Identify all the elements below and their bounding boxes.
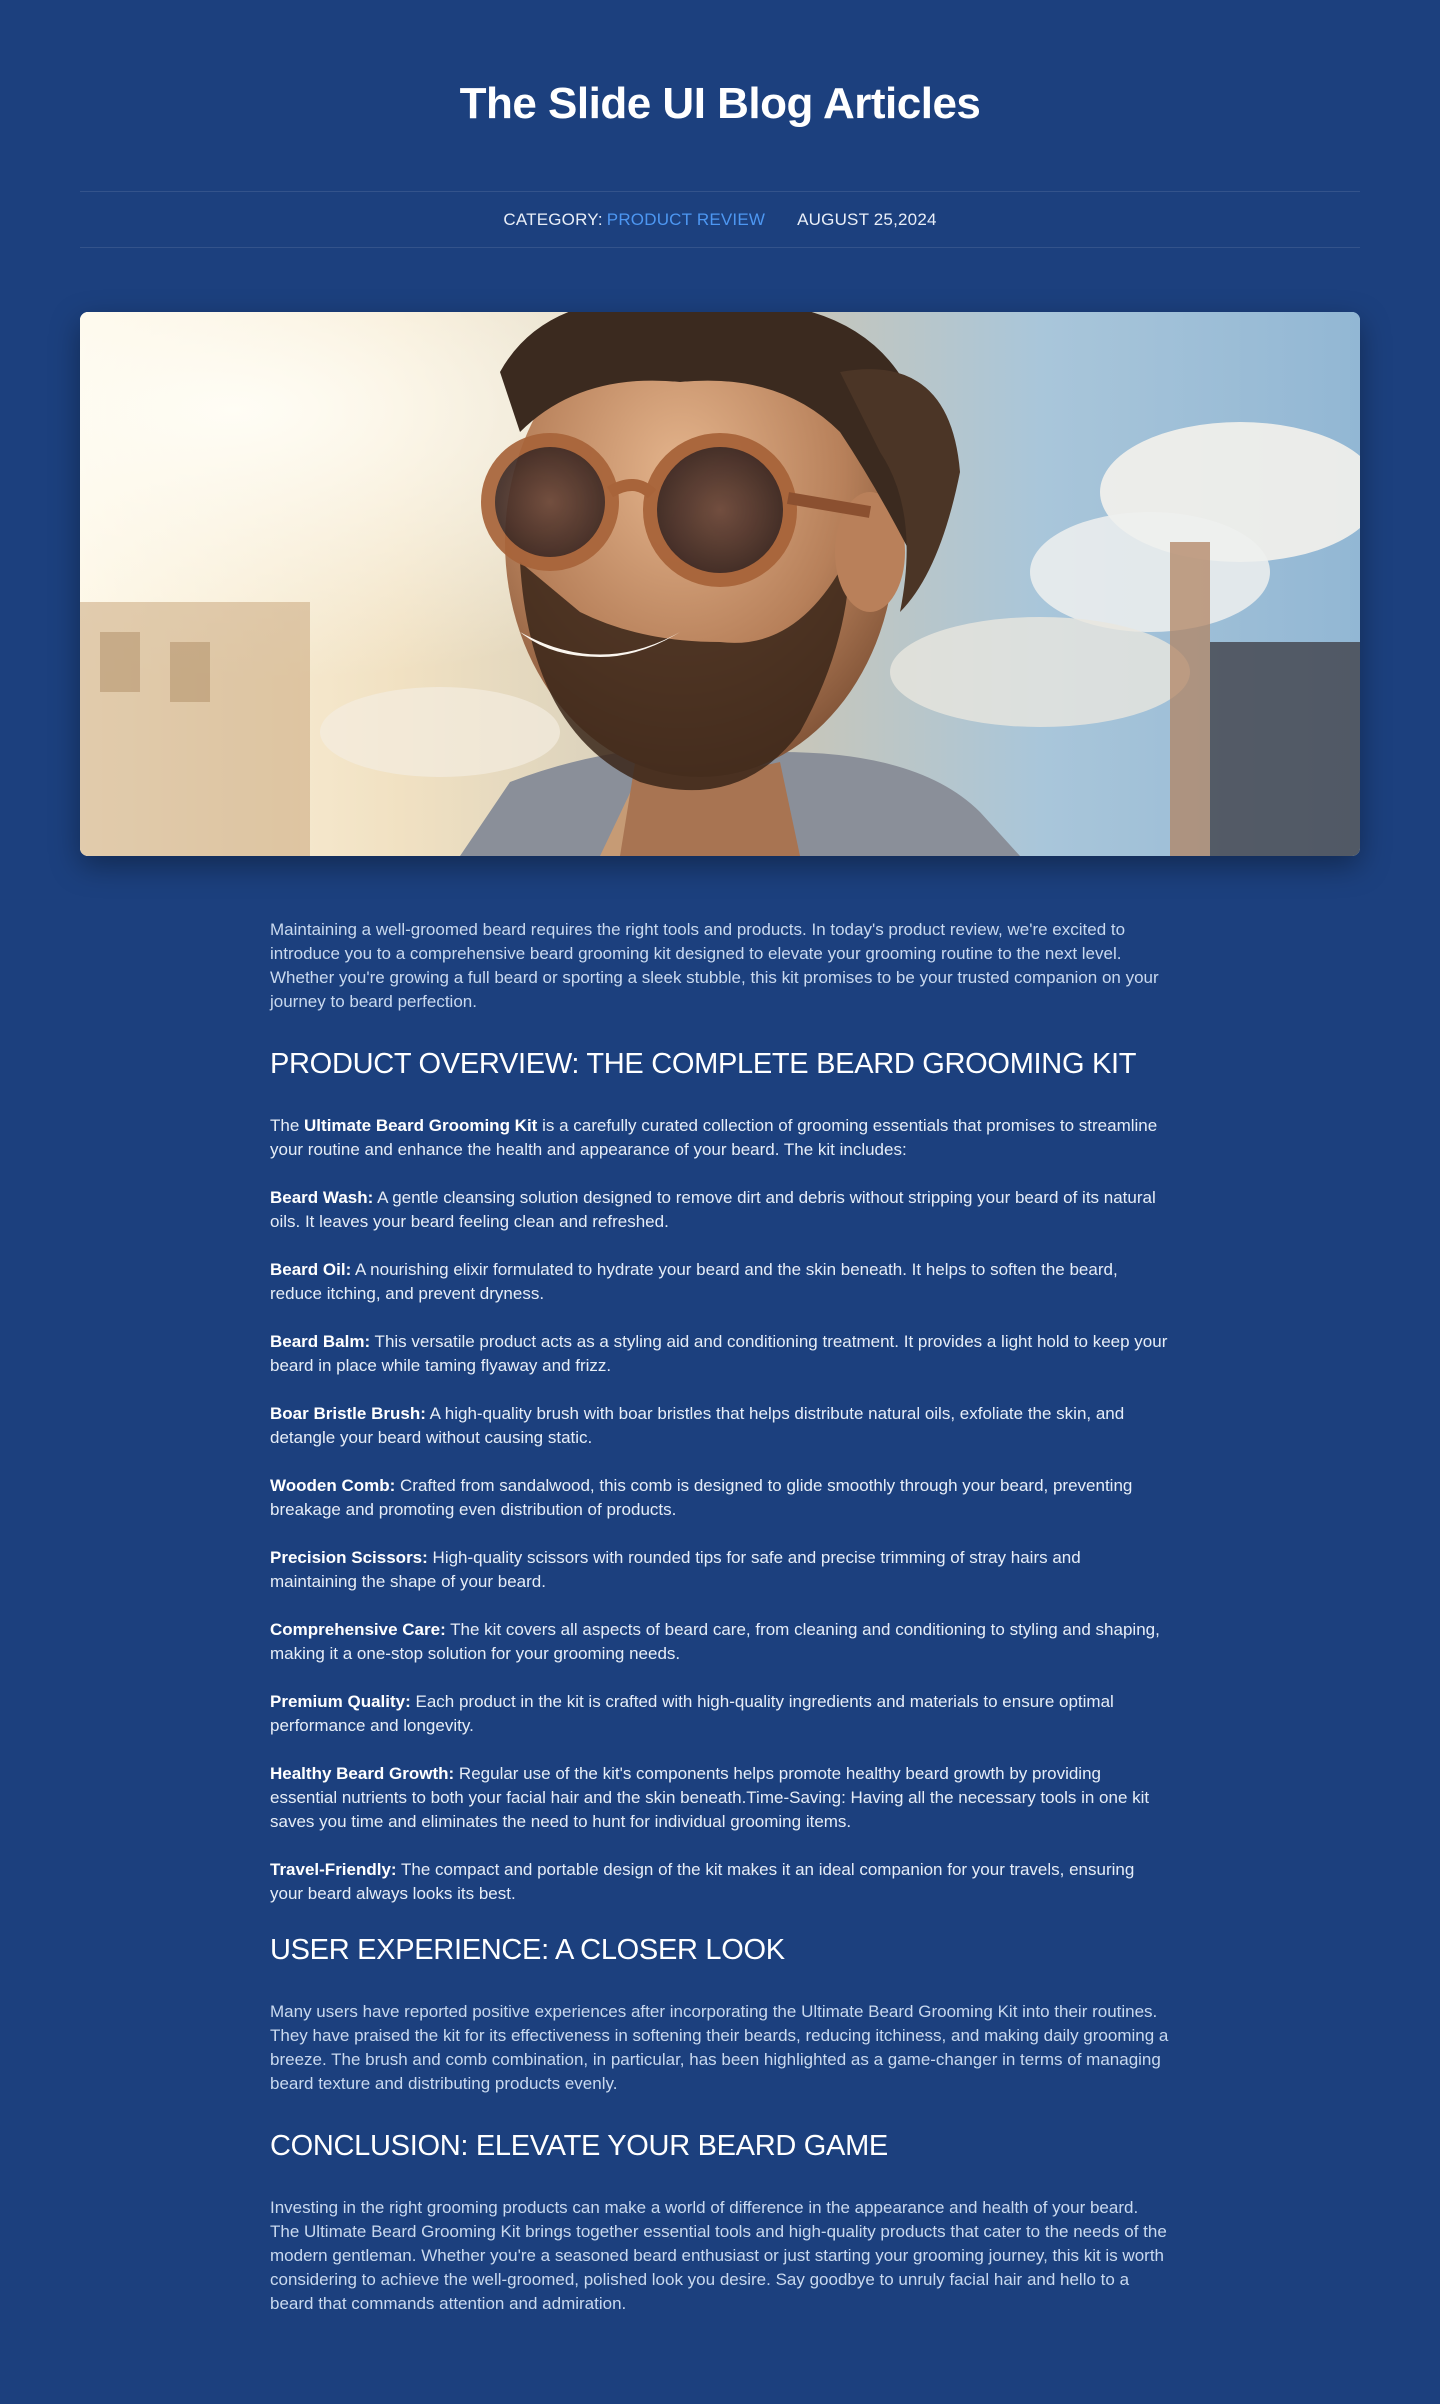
list-item-term: Beard Oil: xyxy=(270,1260,352,1279)
conclusion-paragraph: Investing in the right grooming products can make a world of difference in the appearance and health of your beard. The Ultimate Beard Grooming Kit brings together essential tools and high-quality products that cater to the needs of the modern gentleman. Whether you're a seasoned beard enthusiast or just starting your grooming journey, this kit is worth considering to achieve the well-groomed, polished look you desire. Say goodbye to unruly facial hair and hello to a beard that commands attention and admiration. xyxy=(270,2198,1167,2313)
list-item xyxy=(270,1858,1170,1906)
list-item xyxy=(270,1258,1170,1306)
category-label: CATEGORY: xyxy=(503,209,603,229)
kit-name: Ultimate Beard Grooming Kit xyxy=(304,1116,538,1135)
list-item-term: Premium Quality: xyxy=(270,1692,411,1711)
list-item-text: Crafted from sandalwood, this comb is designed to glide smoothly through your beard, preventing breakage and promoting even distribution of products. xyxy=(270,1476,1133,1519)
list-item-text: A nourishing elixir formulated to hydrate your beard and the skin beneath. It helps to soften the beard, reduce itching, and prevent dryness. xyxy=(270,1260,1118,1303)
list-item xyxy=(270,1402,1170,1450)
list-item-text: Each product in the kit is crafted with high-quality ingredients and materials to ensure optimal performance and longevity. xyxy=(270,1692,1114,1735)
category-link[interactable]: PRODUCT REVIEW xyxy=(606,209,766,229)
list-item xyxy=(270,1762,1170,1834)
list-item-text: A gentle cleansing solution designed to remove dirt and debris without stripping your beard of its natural oils. It leaves your beard feeling clean and refreshed. xyxy=(270,1188,1156,1231)
list-item-text: The kit covers all aspects of beard care, from cleaning and conditioning to styling and shaping, making it a one-stop solution for your grooming needs. xyxy=(270,1620,1160,1663)
publish-date: AUGUST 25,2024 xyxy=(797,209,937,229)
list-item-term: Comprehensive Care: xyxy=(270,1620,446,1639)
list-item xyxy=(270,1474,1170,1522)
list-item-term: Travel-Friendly: xyxy=(270,1860,397,1879)
list-item-term: Healthy Beard Growth: xyxy=(270,1764,455,1783)
experience-heading: USER EXPERIENCE: A CLOSER LOOK xyxy=(270,1934,785,1966)
list-item-term: Beard Balm: xyxy=(270,1332,371,1351)
list-item-text: This versatile product acts as a styling aid and conditioning treatment. It provides a light hold to keep your beard in place while taming flyaway and frizz. xyxy=(270,1332,1168,1375)
list-item-term: Boar Bristle Brush: xyxy=(270,1404,426,1423)
hero-image xyxy=(80,312,1360,856)
list-item-text: A high-quality brush with boar bristles that helps distribute natural oils, exfoliate the skin, and detangle your beard without causing static. xyxy=(270,1404,1125,1447)
list-item-term: Wooden Comb: xyxy=(270,1476,396,1495)
conclusion-heading: CONCLUSION: ELEVATE YOUR BEARD GAME xyxy=(270,2130,888,2162)
kit-intro-post: is a carefully curated collection of grooming essentials that promises to streamline your routine and enhance the health and appearance of your beard. The kit includes: xyxy=(270,1116,1158,1159)
list-item xyxy=(270,1186,1170,1234)
article-meta-bar xyxy=(80,191,1360,248)
kit-intro-paragraph xyxy=(270,1114,1170,1162)
kit-intro-pre: The xyxy=(270,1116,305,1135)
list-item xyxy=(270,1618,1170,1666)
list-item xyxy=(270,1546,1170,1594)
list-item-text: Regular use of the kit's components helps promote healthy beard growth by providing essential nutrients to both your facial hair and the skin beneath.Time-Saving: Having all the necessary tools in one kit saves you time and eliminates the need to hunt for individual grooming items. xyxy=(270,1764,1150,1831)
list-item xyxy=(270,1330,1170,1378)
list-item-term: Beard Wash: xyxy=(270,1188,374,1207)
list-item-term: Precision Scissors: xyxy=(270,1548,428,1567)
experience-paragraph: Many users have reported positive experiences after incorporating the Ultimate Beard Grooming Kit into their routines. They have praised the kit for its effectiveness in softening their beards, reducing itchiness, and making daily grooming a breeze. The brush and comb combination, in particular, has been highlighted as a game-changer in terms of managing beard texture and distributing products evenly. xyxy=(270,2002,1169,2093)
list-item xyxy=(270,1690,1170,1738)
article-body xyxy=(270,918,1170,2340)
overview-heading: PRODUCT OVERVIEW: THE COMPLETE BEARD GROOMING KIT xyxy=(270,1048,1137,1080)
list-item-text: The compact and portable design of the kit makes it an ideal companion for your travels, ensuring your beard always looks its best. xyxy=(270,1860,1135,1903)
page-title: The Slide UI Blog Articles xyxy=(459,79,981,128)
list-item-text: High-quality scissors with rounded tips for safe and precise trimming of stray hairs and maintaining the shape of your beard. xyxy=(270,1548,1081,1591)
intro-paragraph: Maintaining a well-groomed beard requires the right tools and products. In today's product review, we're excited to introduce you to a comprehensive beard grooming kit designed to elevate your grooming routine to the next level. Whether you're growing a full beard or sporting a sleek stubble, this kit promises to be your trusted companion on your journey to beard perfection. xyxy=(270,920,1159,1011)
